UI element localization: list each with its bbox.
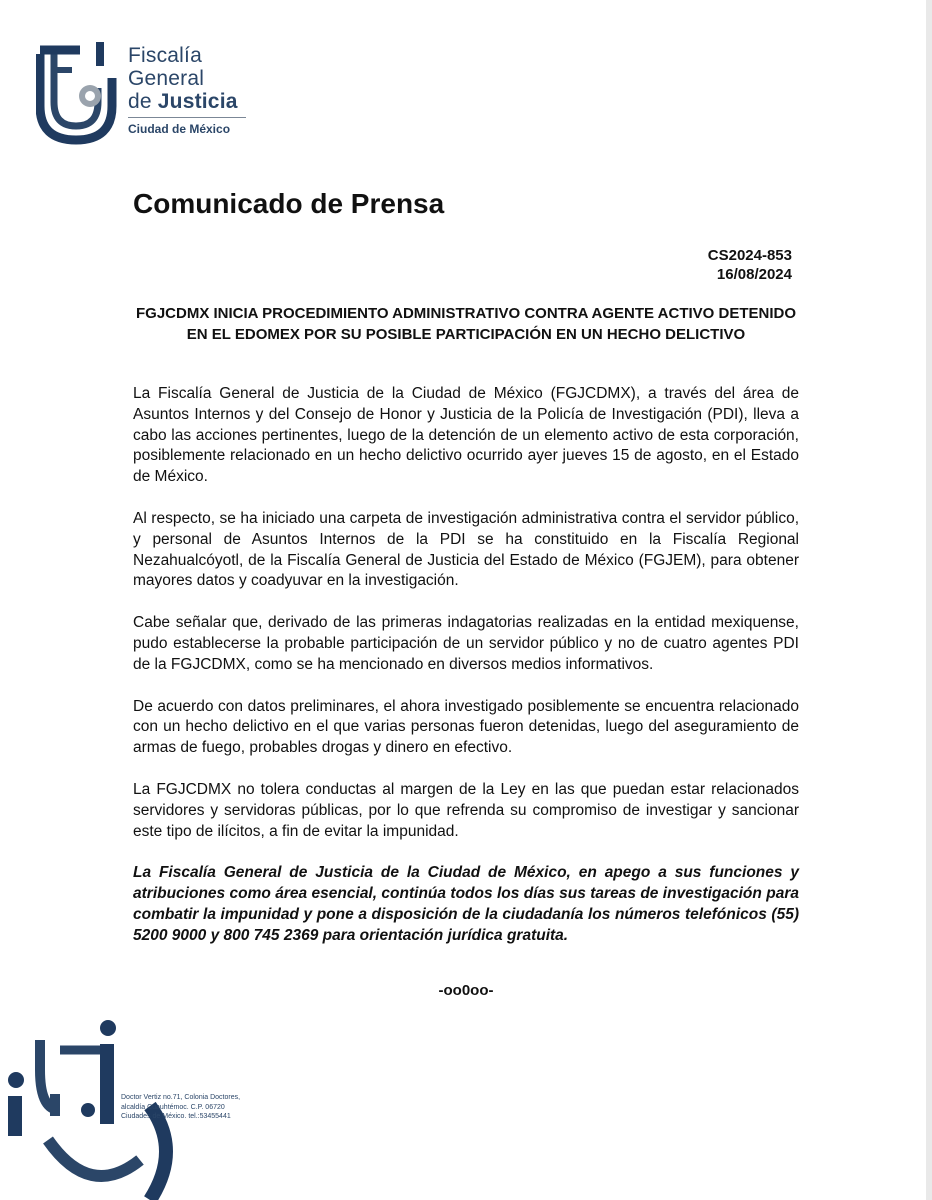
closing-statement: La Fiscalía General de Justicia de la Ciudad de México, en apego a sus funciones y atribuciones como área esencial, continúa todos los días sus tareas de investigación para combatir la impunidad y pone a disposición de la ciudadanía los números telefónicos (55) 5200 9000 y 800 745 2369 para orientación jurídica gratuita.	[133, 864, 799, 944]
headline: FGJCDMX INICIA PROCEDIMIENTO ADMINISTRATIVO CONTRA AGENTE ACTIVO DETENIDO EN EL EDOMEX POR SU POSIBLE PARTICIPACIÓN EN UN HECHO DELICTIVO	[135, 305, 796, 343]
document-title: Comunicado de Prensa	[133, 188, 445, 219]
paragraph: De acuerdo con datos preliminares, el ahora investigado posiblemente se encuentra relacionado con un hecho delictivo en el que varias personas fueron detenidas, luego del aseguramiento de armas de fuego, probables drogas y dinero en efectivo.	[133, 697, 799, 757]
document-body	[133, 384, 799, 968]
address-line-3: Ciudades de México. tel.:53455441	[121, 1113, 231, 1120]
paragraph: Al respecto, se ha iniciado una carpeta de investigación administrativa contra el servidor público, y personal de Asuntos Internos de la PDI se ha constituido en la Fiscalía Regional Nezahualcóyotl, de la Fiscalía General de Justicia del Estado de México (FGJEM), para obtener mayores datos y coadyuvar en la investigación.	[133, 509, 799, 590]
logo-city: Ciudad de México	[128, 122, 231, 136]
fgj-emblem-icon	[36, 36, 126, 146]
reference-block	[708, 246, 792, 284]
logo-line-3-prefix: de	[128, 90, 158, 113]
fgj-logo	[36, 36, 256, 146]
paragraph: La Fiscalía General de Justicia de la Ciudad de México (FGJCDMX), a través del área de Asuntos Internos y del Consejo de Honor y Justicia de la Policía de Investigación (PDI), lleva a cabo las acciones pertinentes, luego de la detención de un elemento activo de esta corporación, posiblemente relacionado en un hecho delictivo ocurrido ayer jueves 15 de agosto, en el Estado de México.	[133, 385, 799, 486]
paragraph: La FGJCDMX no tolera conductas al margen de la Ley en las que puedan estar relacionados servidores y servidoras públicas, por lo que refrenda su compromiso de investigar y sancionar este tipo de ilícitos, a fin de evitar la impunidad.	[133, 780, 799, 840]
logo-wordmark	[128, 44, 246, 136]
logo-line-3	[128, 90, 246, 113]
reference-number: CS2024-853	[707, 247, 792, 264]
address-line-2: alcaldía Cuauhtémoc. C.P. 06720	[121, 1103, 225, 1111]
logo-divider	[128, 117, 246, 118]
paragraph: Cabe señalar que, derivado de las primeras indagatorias realizadas en la entidad mexiquense, pudo establecerse la probable participación de un servidor público y no de cuatro agentes PDI de la FGJCDMX, como se ha mencionado en diversos medios informativos.	[133, 614, 799, 673]
document-date: 16/08/2024	[716, 266, 792, 283]
footer-address	[121, 1093, 240, 1122]
sign-off: -oo0oo-	[438, 982, 494, 999]
logo-line-3-bold: Justicia	[157, 90, 238, 113]
logo-line-2: General	[128, 67, 205, 90]
address-line-1: Doctor Vertiz no.71, Colonia Doctores,	[121, 1094, 241, 1101]
logo-line-1: Fiscalía	[128, 44, 202, 67]
